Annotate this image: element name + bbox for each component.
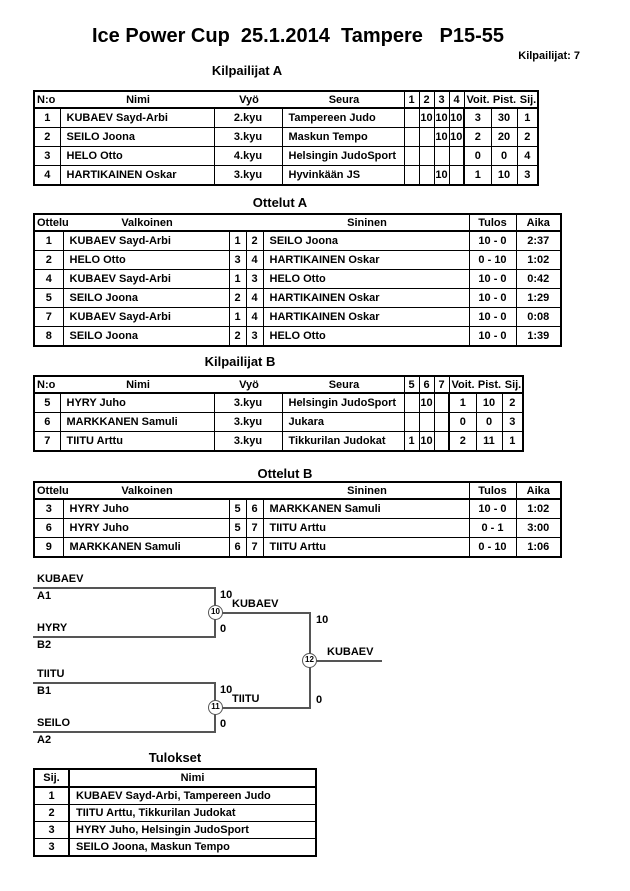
header-round-7: 7 [434, 376, 449, 393]
white-competitor-name: KUBAEV Sayd-Arbi [63, 308, 229, 327]
bracket-sf1-bottom-score: 0 [220, 623, 227, 635]
match-row [34, 308, 561, 327]
competitor-belt: 3.kyu [214, 128, 282, 147]
blue-competitor-name: HARTIKAINEN Oskar [263, 251, 469, 270]
match-result: 10 - 0 [469, 231, 516, 251]
competitor-number: 1 [34, 108, 60, 128]
competitor-row [34, 432, 523, 452]
pool-header-left [34, 91, 404, 108]
bracket-line [33, 636, 215, 638]
competitor-wins: 3 [464, 108, 491, 128]
header-round-6: 6 [419, 376, 434, 393]
header-time: Aika [516, 482, 561, 499]
competitor-points: 10 [491, 166, 517, 186]
round-result-cell [434, 413, 449, 432]
blue-competitor-number: 4 [246, 251, 263, 270]
match-number: 4 [34, 270, 63, 289]
pool-header-left [34, 376, 404, 393]
bracket-sf2-match-number: 11 [208, 700, 223, 715]
white-competitor-number: 2 [229, 327, 246, 347]
bracket-line [214, 612, 310, 614]
bracket-sf1-winner: KUBAEV [232, 598, 279, 610]
blue-competitor-name: TIITU Arttu [263, 538, 469, 558]
round-result-cell [434, 147, 449, 166]
results-header-row [34, 769, 316, 787]
matches-b-heading: Ottelut B [257, 466, 313, 481]
standing-place: 3 [34, 839, 69, 857]
competitor-points: 0 [491, 147, 517, 166]
match-time: 1:39 [516, 327, 561, 347]
white-competitor-name: HYRY Juho [63, 499, 229, 519]
bracket-sf1-top-name: KUBAEV [37, 573, 84, 585]
bracket-final-bottom-score: 0 [316, 694, 323, 706]
competitor-points: 20 [491, 128, 517, 147]
round-result-cell [449, 166, 464, 186]
header-match: Ottelu [37, 216, 69, 229]
header-place: Sij. [519, 93, 537, 106]
bracket-sf2-top-score: 10 [220, 684, 233, 696]
match-header-left [34, 482, 469, 499]
matches-a-table [33, 213, 562, 347]
competitor-club: Helsingin JudoSport [282, 393, 404, 413]
white-competitor-number: 5 [229, 499, 246, 519]
white-competitor-name: SEILO Joona [63, 327, 229, 347]
competitor-name: HELO Otto [60, 147, 214, 166]
blue-competitor-number: 3 [246, 327, 263, 347]
competitor-club: Tikkurilan Judokat [282, 432, 404, 452]
match-time: 0:42 [516, 270, 561, 289]
round-result-cell [404, 166, 419, 186]
match-result: 10 - 0 [469, 270, 516, 289]
bracket-sf2-bottom-name: SEILO [37, 717, 71, 729]
header-blue: Sininen [347, 216, 387, 229]
round-result-cell [449, 147, 464, 166]
bracket-line [214, 707, 310, 709]
competitor-place: 3 [502, 413, 523, 432]
competitor-club: Hyvinkään JS [282, 166, 404, 186]
standing-place: 1 [34, 787, 69, 805]
blue-competitor-name: HARTIKAINEN Oskar [263, 289, 469, 308]
round-result-cell: 10 [419, 432, 434, 452]
competitor-number: 7 [34, 432, 60, 452]
standing-place: 2 [34, 805, 69, 822]
competitor-place: 4 [517, 147, 538, 166]
header-match: Ottelu [37, 484, 69, 497]
bracket-sf1-top-score: 10 [220, 589, 233, 601]
competitor-place: 1 [517, 108, 538, 128]
bracket-sf1-match-number: 10 [208, 605, 223, 620]
white-competitor-name: HYRY Juho [63, 519, 229, 538]
round-result-cell [404, 108, 419, 128]
competitor-number: 4 [34, 166, 60, 186]
competitor-place: 2 [502, 393, 523, 413]
competitor-belt: 2.kyu [214, 108, 282, 128]
round-result-cell: 10 [419, 108, 434, 128]
header-round-4: 4 [449, 91, 464, 108]
competitor-name: KUBAEV Sayd-Arbi [60, 108, 214, 128]
round-result-cell: 10 [419, 393, 434, 413]
match-number: 8 [34, 327, 63, 347]
competitor-belt: 3.kyu [214, 166, 282, 186]
results-table [33, 768, 317, 857]
match-number: 1 [34, 231, 63, 251]
match-row [34, 519, 561, 538]
match-header-left [34, 214, 469, 231]
bracket-sf1-top-seed: A1 [37, 590, 52, 602]
blue-competitor-number: 7 [246, 519, 263, 538]
competitor-points: 11 [476, 432, 502, 452]
matches-b-header-row [34, 482, 561, 499]
blue-competitor-number: 2 [246, 231, 263, 251]
standing-row [34, 839, 316, 857]
header-wins: Voit. [451, 378, 475, 391]
match-result: 0 - 1 [469, 519, 516, 538]
competitor-belt: 3.kyu [214, 432, 282, 452]
standing-name: SEILO Joona, Maskun Tempo [69, 839, 316, 857]
white-competitor-number: 2 [229, 289, 246, 308]
round-result-cell: 10 [449, 128, 464, 147]
blue-competitor-name: TIITU Arttu [263, 519, 469, 538]
white-competitor-name: MARKKANEN Samuli [63, 538, 229, 558]
white-competitor-name: KUBAEV Sayd-Arbi [63, 231, 229, 251]
round-result-cell [419, 128, 434, 147]
competitor-belt: 3.kyu [214, 413, 282, 432]
match-result: 10 - 0 [469, 327, 516, 347]
standing-name: KUBAEV Sayd-Arbi, Tampereen Judo [69, 787, 316, 805]
competitor-name: HARTIKAINEN Oskar [60, 166, 214, 186]
standing-name: HYRY Juho, Helsingin JudoSport [69, 822, 316, 839]
bracket-sf2-bottom-seed: A2 [37, 734, 52, 746]
competitor-number: 6 [34, 413, 60, 432]
bracket-sf1-bottom-seed: B2 [37, 639, 52, 651]
blue-competitor-name: HARTIKAINEN Oskar [263, 308, 469, 327]
competitor-row [34, 147, 538, 166]
match-number: 9 [34, 538, 63, 558]
match-row [34, 289, 561, 308]
white-competitor-name: SEILO Joona [63, 289, 229, 308]
match-time: 0:08 [516, 308, 561, 327]
competitor-row [34, 166, 538, 186]
header-wins: Voit. [466, 93, 490, 106]
competitor-belt: 3.kyu [214, 393, 282, 413]
competitor-name: MARKKANEN Samuli [60, 413, 214, 432]
match-time: 3:00 [516, 519, 561, 538]
white-competitor-number: 1 [229, 308, 246, 327]
white-competitor-number: 1 [229, 270, 246, 289]
pool-header-right [449, 376, 523, 393]
blue-competitor-name: MARKKANEN Samuli [263, 499, 469, 519]
match-row [34, 499, 561, 519]
white-competitor-name: HELO Otto [63, 251, 229, 270]
match-time: 1:02 [516, 499, 561, 519]
header-belt: Vyö [239, 93, 259, 106]
match-time: 1:29 [516, 289, 561, 308]
standing-place: 3 [34, 822, 69, 839]
match-number: 5 [34, 289, 63, 308]
competitor-place: 3 [517, 166, 538, 186]
competitor-name: HYRY Juho [60, 393, 214, 413]
blue-competitor-number: 4 [246, 289, 263, 308]
round-result-cell [419, 166, 434, 186]
round-result-cell: 10 [434, 108, 449, 128]
header-belt: Vyö [239, 378, 259, 391]
header-club: Seura [328, 93, 360, 106]
match-number: 7 [34, 308, 63, 327]
blue-competitor-name: SEILO Joona [263, 231, 469, 251]
pool-b-table [33, 375, 524, 452]
competitor-club: Maskun Tempo [282, 128, 404, 147]
header-round-2: 2 [419, 91, 434, 108]
round-result-cell: 10 [449, 108, 464, 128]
header-name: Nimi [69, 769, 316, 787]
blue-competitor-name: HELO Otto [263, 270, 469, 289]
header-white: Valkoinen [121, 216, 173, 229]
competitor-wins: 2 [464, 128, 491, 147]
bracket-sf1-bottom-name: HYRY [37, 622, 68, 634]
header-points: Pist. [477, 378, 502, 391]
round-result-cell [434, 393, 449, 413]
match-number: 3 [34, 499, 63, 519]
bracket-sf2-top-seed: B1 [37, 685, 52, 697]
match-row [34, 270, 561, 289]
bracket-sf2-winner: TIITU [232, 693, 260, 705]
header-name: Nimi [126, 378, 150, 391]
competitor-place: 1 [502, 432, 523, 452]
bracket-line [309, 660, 382, 662]
blue-competitor-name: HELO Otto [263, 327, 469, 347]
match-result: 10 - 0 [469, 289, 516, 308]
match-row [34, 251, 561, 270]
header-blue: Sininen [347, 484, 387, 497]
bracket-sf2-bottom-score: 0 [220, 718, 227, 730]
round-result-cell [404, 413, 419, 432]
competitor-place: 2 [517, 128, 538, 147]
pool-b-heading: Kilpailijat B [204, 354, 276, 369]
round-result-cell [404, 128, 419, 147]
header-time: Aika [516, 214, 561, 231]
header-name: Nimi [126, 93, 150, 106]
bracket-final-top-score: 10 [316, 614, 329, 626]
pool-a-table [33, 90, 539, 186]
match-number: 2 [34, 251, 63, 270]
match-row [34, 327, 561, 347]
pool-header-right [464, 91, 538, 108]
page-title: Ice Power Cup 25.1.2014 Tampere P15-55 [91, 25, 505, 47]
white-competitor-name: KUBAEV Sayd-Arbi [63, 270, 229, 289]
competitor-row [34, 413, 523, 432]
header-round-1: 1 [404, 91, 419, 108]
competitor-points: 10 [476, 393, 502, 413]
bracket-final-winner: KUBAEV [327, 646, 374, 658]
match-result: 0 - 10 [469, 251, 516, 270]
blue-competitor-number: 4 [246, 308, 263, 327]
round-result-cell: 10 [434, 166, 449, 186]
header-white: Valkoinen [121, 484, 173, 497]
competitor-name: TIITU Arttu [60, 432, 214, 452]
match-time: 2:37 [516, 231, 561, 251]
pool-a-header-row [34, 91, 538, 108]
header-result: Tulos [469, 482, 516, 499]
white-competitor-number: 1 [229, 231, 246, 251]
competitor-row [34, 393, 523, 413]
competitor-wins: 0 [464, 147, 491, 166]
competitor-club: Jukara [282, 413, 404, 432]
header-round-3: 3 [434, 91, 449, 108]
header-place: Sij. [504, 378, 522, 391]
bracket-line [33, 731, 215, 733]
participants-count: Kilpailijat: 7 [518, 50, 580, 62]
blue-competitor-number: 6 [246, 499, 263, 519]
bracket-final-match-number: 12 [302, 653, 317, 668]
competitor-row [34, 128, 538, 147]
match-time: 1:06 [516, 538, 561, 558]
standing-row [34, 787, 316, 805]
round-result-cell [434, 432, 449, 452]
standing-row [34, 805, 316, 822]
round-result-cell: 10 [434, 128, 449, 147]
white-competitor-number: 3 [229, 251, 246, 270]
header-round-5: 5 [404, 376, 419, 393]
white-competitor-number: 5 [229, 519, 246, 538]
header-place: Sij. [34, 769, 69, 787]
bracket-line [33, 682, 215, 684]
white-competitor-number: 6 [229, 538, 246, 558]
match-number: 6 [34, 519, 63, 538]
bracket-sf2-top-name: TIITU [37, 668, 65, 680]
header-points: Pist. [492, 93, 517, 106]
pool-a-heading: Kilpailijat A [211, 63, 283, 78]
matches-a-header-row [34, 214, 561, 231]
match-result: 0 - 10 [469, 538, 516, 558]
round-result-cell [419, 147, 434, 166]
header-result: Tulos [469, 214, 516, 231]
competitor-club: Helsingin JudoSport [282, 147, 404, 166]
competitor-points: 0 [476, 413, 502, 432]
blue-competitor-number: 3 [246, 270, 263, 289]
header-no: N:o [37, 93, 56, 106]
competitor-points: 30 [491, 108, 517, 128]
results-heading: Tulokset [148, 750, 202, 765]
competitor-wins: 2 [449, 432, 476, 452]
match-row [34, 231, 561, 251]
round-result-cell [419, 413, 434, 432]
match-time: 1:02 [516, 251, 561, 270]
match-result: 10 - 0 [469, 499, 516, 519]
round-result-cell [404, 147, 419, 166]
standing-name: TIITU Arttu, Tikkurilan Judokat [69, 805, 316, 822]
matches-a-heading: Ottelut A [252, 195, 308, 210]
competitor-row [34, 108, 538, 128]
standing-row [34, 822, 316, 839]
competitor-wins: 0 [449, 413, 476, 432]
competitor-name: SEILO Joona [60, 128, 214, 147]
blue-competitor-number: 7 [246, 538, 263, 558]
competitor-belt: 4.kyu [214, 147, 282, 166]
matches-b-table [33, 481, 562, 558]
competitor-number: 5 [34, 393, 60, 413]
competitor-wins: 1 [449, 393, 476, 413]
match-row [34, 538, 561, 558]
round-result-cell: 1 [404, 432, 419, 452]
competitor-number: 2 [34, 128, 60, 147]
competitor-number: 3 [34, 147, 60, 166]
header-club: Seura [328, 378, 360, 391]
round-result-cell [404, 393, 419, 413]
pool-b-header-row [34, 376, 523, 393]
bracket-line [33, 587, 215, 589]
competitor-wins: 1 [464, 166, 491, 186]
match-result: 10 - 0 [469, 308, 516, 327]
header-no: N:o [37, 378, 56, 391]
competitor-club: Tampereen Judo [282, 108, 404, 128]
